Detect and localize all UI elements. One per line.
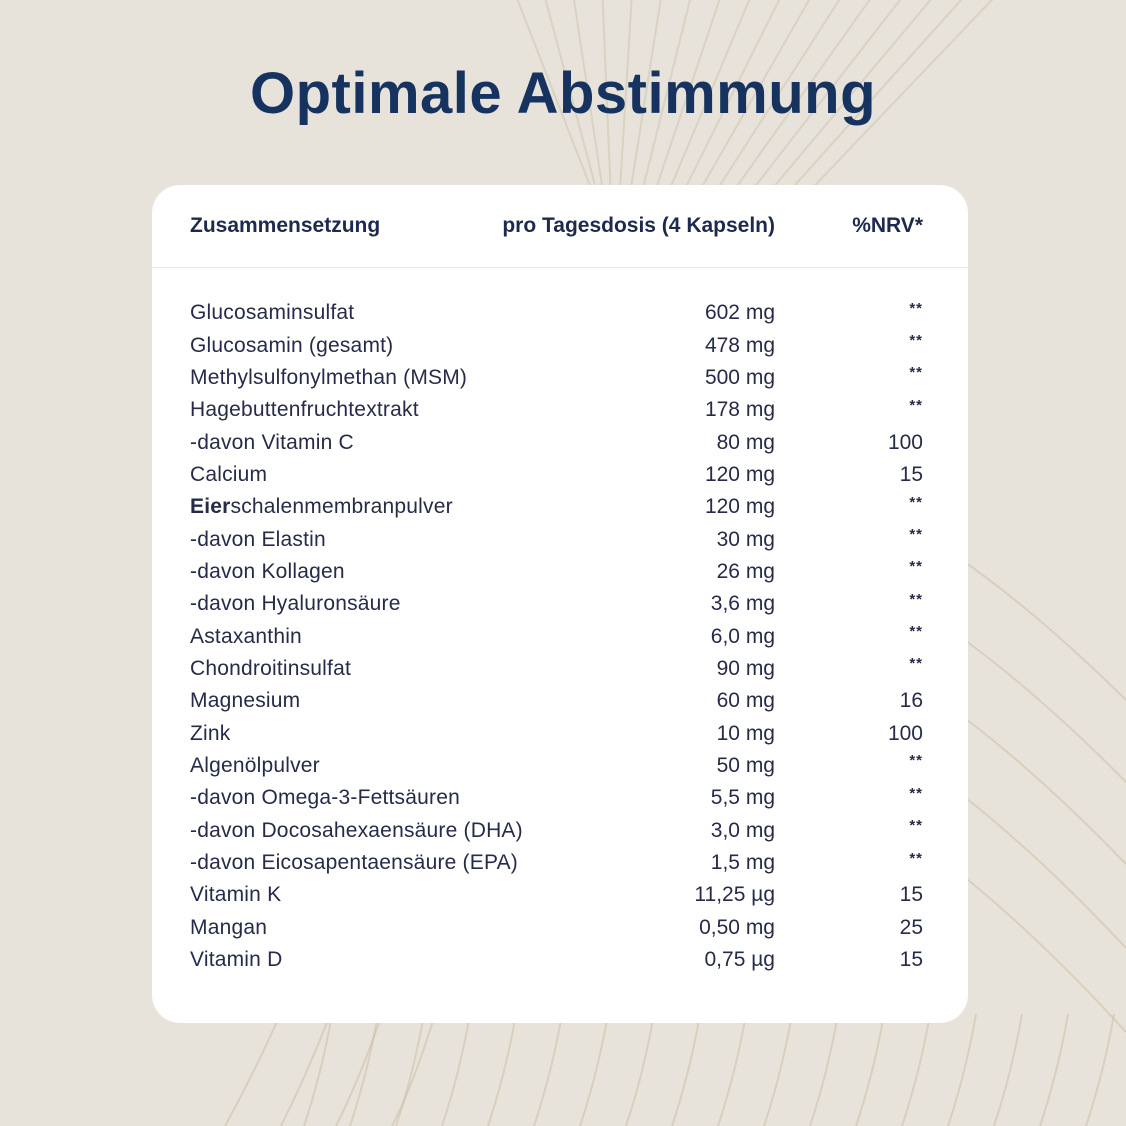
table-row [190,685,923,717]
ingredient-amount: 120 mg [704,495,775,519]
table-row [190,362,923,394]
ingredient-name: -davon Hyaluronsäure [190,592,401,616]
ingredient-amount: 5,5 mg [710,786,775,810]
ingredient-amount: 26 mg [716,559,775,583]
ingredient-name: -davon Kollagen [190,559,345,583]
table-row [190,426,923,458]
ingredient-nrv: ** [909,590,923,608]
ingredient-nrv: 15 [899,948,923,972]
ingredient-nrv: ** [909,332,923,350]
table-row [190,944,923,976]
ingredient-amount: 120 mg [704,462,775,486]
ingredient-nrv: ** [909,299,923,317]
ingredient-nrv: ** [909,623,923,641]
table-row [190,394,923,426]
ingredient-amount: 178 mg [704,398,775,422]
ingredient-name: Eierschalenmembranpulver [190,495,453,519]
table-row [190,491,923,523]
ingredient-nrv: ** [909,655,923,673]
table-header [152,185,968,268]
table-row [190,879,923,911]
ingredient-name: Hagebuttenfruchtextrakt [190,398,419,422]
ingredient-nrv: 15 [899,883,923,907]
header-dose: pro Tagesdosis (4 Kapseln) [502,214,775,237]
ingredient-name: Vitamin D [190,948,283,972]
ingredient-amount: 602 mg [704,301,775,325]
ingredient-amount: 0,75 µg [704,948,775,972]
ingredient-name: -davon Eicosapentaensäure (EPA) [190,851,518,875]
table-row [190,620,923,652]
ingredient-amount: 500 mg [704,365,775,389]
ingredient-name: -davon Docosahexaensäure (DHA) [190,818,523,842]
ingredient-name: Chondroitinsulfat [190,656,351,680]
table-row [190,556,923,588]
ingredient-name: Algenölpulver [190,753,320,777]
ingredient-nrv: ** [909,526,923,544]
ingredient-amount: 0,50 mg [699,915,775,939]
ingredient-amount: 6,0 mg [710,624,775,648]
table-row [190,588,923,620]
ingredient-amount: 11,25 µg [694,883,775,907]
table-row [190,297,923,329]
ingredient-name: Astaxanthin [190,624,302,648]
header-composition: Zusammensetzung [190,214,381,237]
table-row [190,523,923,555]
ingredient-name: Methylsulfonylmethan (MSM) [190,365,468,389]
ingredient-nrv: ** [909,364,923,382]
table-row [190,459,923,491]
ingredient-amount: 3,0 mg [710,818,775,842]
table-row [190,653,923,685]
nutrition-card [152,185,968,1023]
ingredient-amount: 10 mg [716,721,775,745]
ingredient-name: Magnesium [190,689,301,713]
table-row [190,815,923,847]
ingredient-amount: 80 mg [716,430,775,454]
table-row [190,717,923,749]
ingredient-nrv: ** [909,784,923,802]
ingredient-amount: 90 mg [716,656,775,680]
ingredient-amount: 478 mg [704,333,775,357]
ingredient-nrv: 25 [899,915,923,939]
table-row [190,329,923,361]
ingredient-nrv: ** [909,752,923,770]
ingredient-nrv: ** [909,817,923,835]
ingredient-name: Calcium [190,462,268,486]
header-nrv: %NRV* [852,214,923,237]
ingredient-nrv: 100 [887,721,923,745]
ingredient-name: Vitamin K [190,883,282,907]
ingredient-amount: 60 mg [716,689,775,713]
ingredient-name: Glucosamin (gesamt) [190,333,394,357]
ingredient-nrv: ** [909,493,923,511]
table-body [152,268,968,976]
ingredient-nrv: ** [909,558,923,576]
ingredient-nrv: ** [909,396,923,414]
page-title: Optimale Abstimmung [249,61,877,126]
ingredient-nrv: 15 [899,462,923,486]
ingredient-name: Glucosaminsulfat [190,301,355,325]
table-row [190,912,923,944]
ingredient-nrv: ** [909,849,923,867]
ingredient-nrv: 16 [899,689,923,713]
ingredient-amount: 50 mg [716,753,775,777]
ingredient-name: Mangan [190,915,268,939]
ingredient-amount: 1,5 mg [710,851,775,875]
table-row [190,847,923,879]
ingredient-nrv: 100 [887,430,923,454]
ingredient-name: Zink [190,721,231,745]
ingredient-amount: 3,6 mg [710,592,775,616]
table-row [190,750,923,782]
ingredient-name: -davon Omega-3-Fettsäuren [190,786,460,810]
ingredient-name: -davon Vitamin C [190,430,354,454]
table-row [190,782,923,814]
ingredient-name: -davon Elastin [190,527,326,551]
ingredient-amount: 30 mg [716,527,775,551]
